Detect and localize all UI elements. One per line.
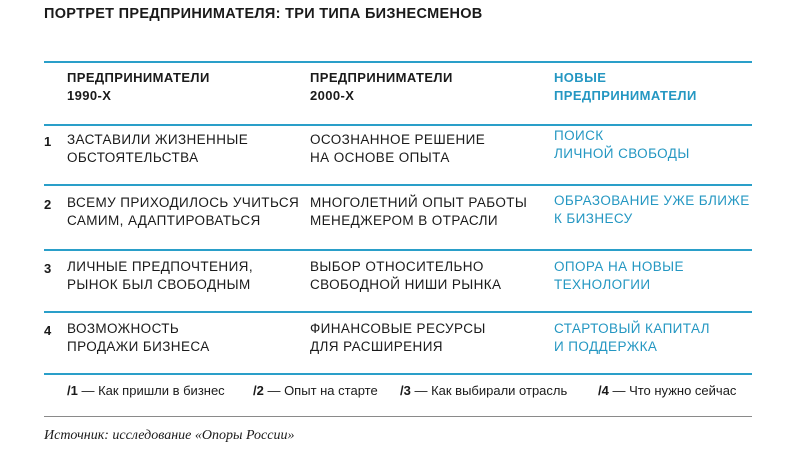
cell-2000s: ОСОЗНАННОЕ РЕШЕНИЕ НА ОСНОВЕ ОПЫТА	[310, 132, 486, 165]
cell-new: СТАРТОВЫЙ КАПИТАЛ И ПОДДЕРЖКА	[554, 321, 710, 354]
column-header-2000s: ПРЕДПРИНИМАТЕЛИ 2000-Х	[310, 70, 453, 103]
cell-new: ОПОРА НА НОВЫЕ ТЕХНОЛОГИИ	[554, 259, 684, 292]
row-number: 2	[44, 197, 52, 212]
row-number: 1	[44, 134, 52, 149]
legend	[0, 383, 800, 403]
footer-rule	[44, 416, 752, 417]
column-header-1990s: ПРЕДПРИНИМАТЕЛИ 1990-Х	[67, 70, 210, 103]
row-divider	[44, 184, 752, 186]
row-divider	[44, 124, 752, 126]
legend-item: /1 — Как пришли в бизнес	[67, 383, 225, 398]
cell-1990s: ВОЗМОЖНОСТЬ ПРОДАЖИ БИЗНЕСА	[67, 321, 210, 354]
cell-2000s: МНОГОЛЕТНИЙ ОПЫТ РАБОТЫ МЕНЕДЖЕРОМ В ОТРАСЛИ	[310, 195, 528, 228]
legend-item: /4 — Что нужно сейчас	[598, 383, 737, 398]
table-bottom-rule	[44, 373, 752, 375]
cell-1990s: ЗАСТАВИЛИ ЖИЗНЕННЫЕ ОБСТОЯТЕЛЬСТВА	[67, 132, 249, 165]
column-header-new: НОВЫЕ ПРЕДПРИНИМАТЕЛИ	[554, 70, 697, 103]
row-divider	[44, 311, 752, 313]
cell-2000s: ФИНАНСОВЫЕ РЕСУРСЫ ДЛЯ РАСШИРЕНИЯ	[310, 321, 486, 354]
cell-2000s: ВЫБОР ОТНОСИТЕЛЬНО СВОБОДНОЙ НИШИ РЫНКА	[310, 259, 502, 292]
legend-item: /2 — Опыт на старте	[253, 383, 378, 398]
row-number: 4	[44, 323, 52, 338]
row-divider	[44, 249, 752, 251]
page-title: ПОРТРЕТ ПРЕДПРИНИМАТЕЛЯ: ТРИ ТИПА БИЗНЕСМЕНОВ	[44, 6, 483, 22]
cell-1990s: ВСЕМУ ПРИХОДИЛОСЬ УЧИТЬСЯ САМИМ, АДАПТИРОВАТЬСЯ	[67, 195, 300, 228]
cell-new: ОБРАЗОВАНИЕ УЖЕ БЛИЖЕ К БИЗНЕСУ	[554, 193, 750, 226]
cell-1990s: ЛИЧНЫЕ ПРЕДПОЧТЕНИЯ, РЫНОК БЫЛ СВОБОДНЫМ	[67, 259, 253, 292]
source-note: Источник: исследование «Опоры России»	[44, 428, 295, 443]
cell-new: ПОИСК ЛИЧНОЙ СВОБОДЫ	[554, 128, 690, 161]
legend-item: /3 — Как выбирали отрасль	[400, 383, 568, 398]
table-top-rule	[44, 61, 752, 63]
row-number: 3	[44, 261, 52, 276]
